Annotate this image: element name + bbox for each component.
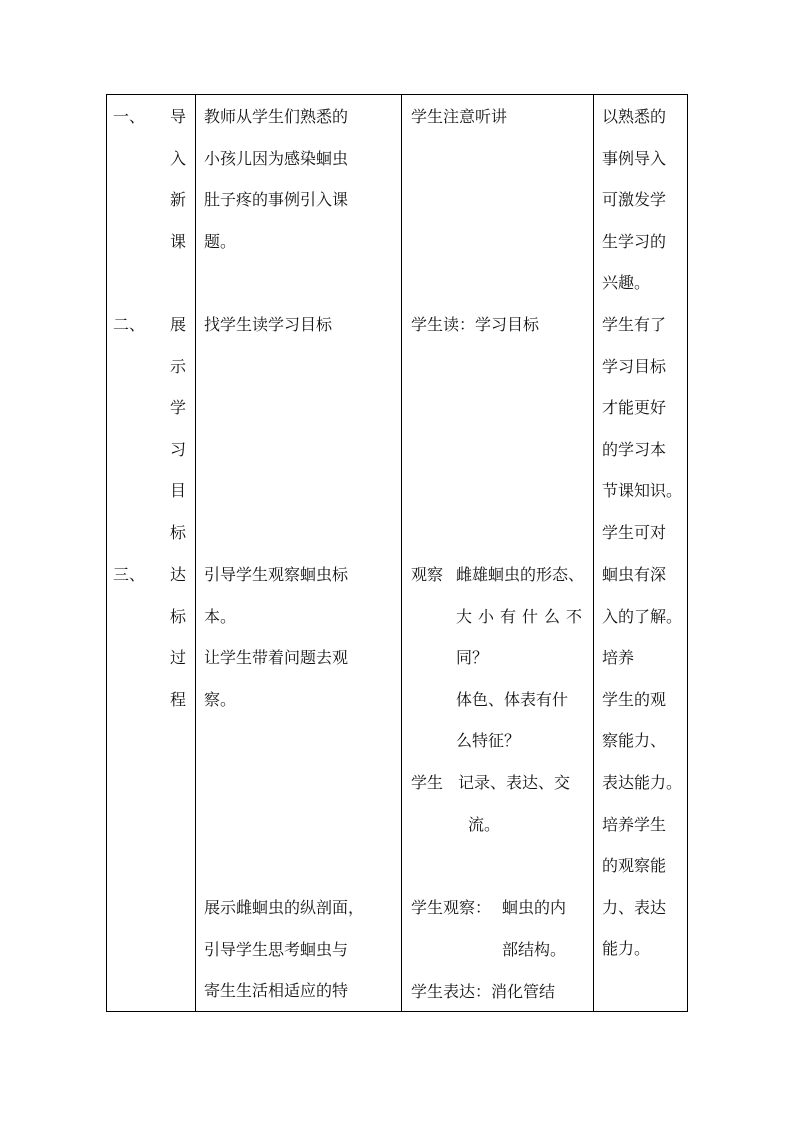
section-title	[170, 565, 186, 731]
text-line: 部结构。	[502, 940, 567, 959]
section-title-char: 习	[170, 439, 187, 459]
text-line: 么特征？	[456, 731, 521, 751]
column-divider	[401, 94, 402, 1012]
student-activity-label: 学生观察：	[411, 898, 492, 917]
section-number: 二、	[113, 315, 146, 334]
design-intent	[602, 565, 682, 981]
text-line: 题。	[204, 231, 237, 251]
text-line: 流。	[468, 815, 501, 834]
text-line: 培养	[602, 648, 635, 668]
student-activity-label: 学生	[411, 773, 444, 792]
section-title	[170, 315, 186, 565]
student-activity: 学生表达：消化管结	[411, 982, 556, 1001]
text-line: 学生可对	[602, 522, 667, 542]
text-line: 本。	[204, 606, 237, 626]
section-title-char: 示	[170, 356, 187, 376]
text-line: 的观察能	[602, 856, 667, 876]
text-line: 引导学生思考蛔虫与	[204, 939, 349, 959]
text-line: 寄生生活相适应的特	[204, 981, 349, 1001]
text-line: 事例导入	[602, 148, 667, 168]
text-line: 小孩儿因为感染蛔虫	[204, 148, 349, 168]
student-activity: 学生读：学习目标	[411, 315, 540, 334]
student-activity	[456, 565, 588, 773]
text-line: 能力。	[602, 939, 651, 959]
lesson-table	[106, 94, 688, 1012]
design-intent	[602, 107, 666, 315]
section-title-char: 展	[170, 315, 187, 334]
section-title-char: 课	[170, 231, 187, 251]
text-line: 学生的观	[602, 689, 667, 709]
section-title-char: 导	[170, 107, 187, 126]
section-title-char: 达	[170, 565, 187, 584]
section-title-char: 过	[170, 648, 187, 668]
section-title-char: 学	[170, 398, 187, 418]
text-line: 生学习的	[602, 231, 667, 251]
text-line: 记录、表达、交	[458, 773, 571, 792]
design-intent	[602, 315, 682, 565]
section-title-char: 新	[170, 190, 187, 210]
text-line: 让学生带着问题去观	[204, 648, 349, 668]
column-divider	[593, 94, 594, 1012]
text-line: 培养学生	[602, 814, 667, 834]
text-line: 肚子疼的事例引入课	[204, 190, 349, 210]
text-line: 雌雄蛔虫的形态、	[456, 565, 585, 584]
student-activity-label: 观察	[411, 565, 444, 584]
section-title-char: 入	[170, 148, 187, 168]
text-line: 节课知识。	[602, 481, 683, 501]
text-line: 教师从学生们熟悉的	[204, 107, 349, 126]
section-title-char: 目	[170, 481, 187, 501]
text-line: 学生有了	[602, 315, 667, 334]
section-number: 一、	[113, 107, 146, 126]
text-line: 学习目标	[602, 356, 667, 376]
text-line: 大小有什么不	[456, 606, 589, 626]
teacher-activity: 找学生读学习目标	[204, 315, 333, 334]
text-line: 察。	[204, 689, 237, 709]
text-line: 可激发学	[602, 190, 667, 210]
text-line: 的学习本	[602, 439, 667, 459]
section-title-char: 程	[170, 689, 187, 709]
teacher-activity	[204, 107, 348, 273]
text-line: 察能力、	[602, 731, 667, 751]
text-line: 引导学生观察蛔虫标	[204, 565, 349, 584]
text-line: 才能更好	[602, 398, 667, 418]
text-line: 兴趣。	[602, 273, 651, 293]
text-line: 蛔虫的内	[502, 898, 567, 917]
teacher-activity	[204, 898, 364, 1023]
text-line: 同？	[456, 648, 489, 668]
text-line: 体色、体表有什	[456, 689, 569, 709]
section-title-char: 标	[170, 606, 187, 626]
section-number: 三、	[113, 565, 146, 584]
teacher-activity	[204, 565, 348, 731]
section-title	[170, 107, 186, 273]
section-title-char: 标	[170, 522, 187, 542]
text-line: 蛔虫有深	[602, 565, 667, 584]
text-line: 力、表达	[602, 897, 667, 917]
student-activity: 学生注意听讲	[411, 107, 508, 126]
text-line: 表达能力。	[602, 772, 683, 792]
text-line: 展示雌蛔虫的纵剖面，	[204, 898, 365, 917]
column-divider	[195, 94, 196, 1012]
text-line: 入的了解。	[602, 606, 683, 626]
text-line: 以熟悉的	[602, 107, 667, 126]
